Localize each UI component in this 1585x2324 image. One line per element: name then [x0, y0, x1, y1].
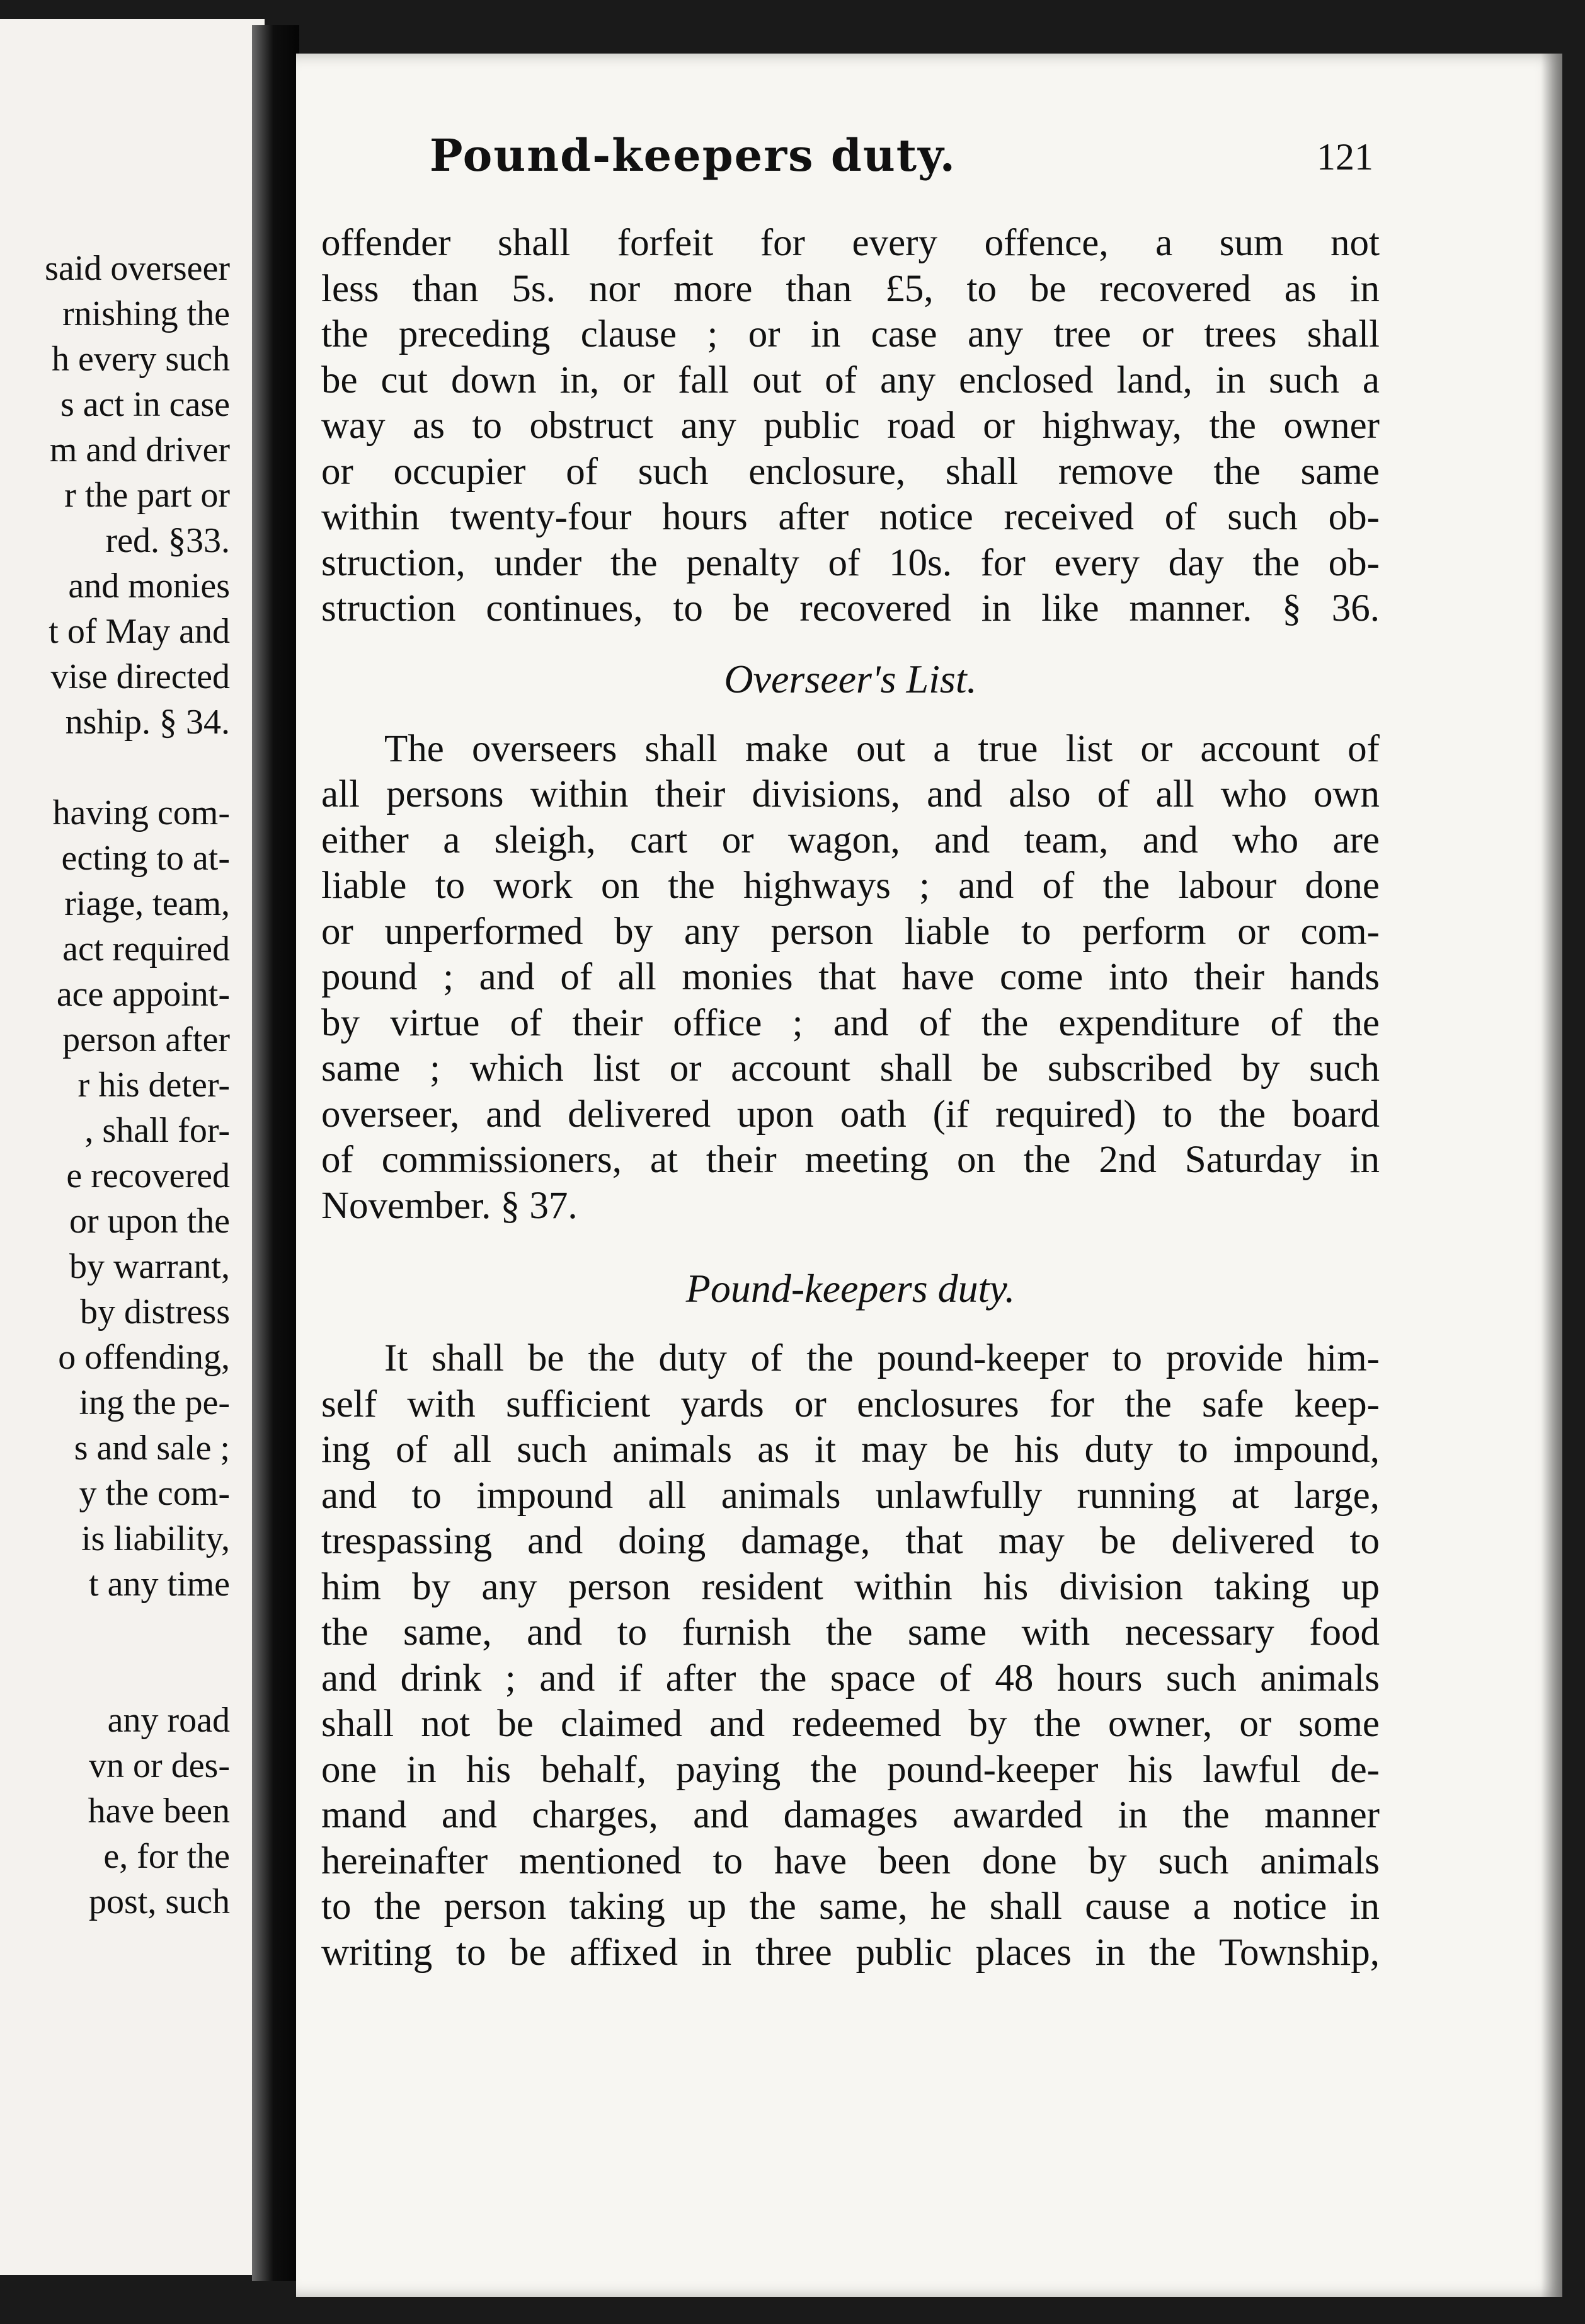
text-line: overseer, and delivered upon oath (if required) to the board [321, 1093, 1380, 1136]
text-line: offender shall forfeit for every offence, a sum not [321, 222, 1380, 264]
text-line: ing of all such animals as it may be his duty to impound, [321, 1429, 1380, 1471]
text-line: either a sleigh, cart or wagon, and team, and who are [321, 819, 1380, 861]
section-heading-pound-keepers-duty: Pound-keepers duty. [685, 1266, 1016, 1311]
left-page-line: vise directed [50, 657, 230, 696]
text-line: pound ; and of all monies that have come into their hands [321, 956, 1380, 998]
text-line: to the person taking up the same, he shall cause a notice in [321, 1885, 1380, 1928]
text-line: way as to obstruct any public road or highway, the owner [321, 405, 1380, 447]
left-page-line: t any time [89, 1565, 230, 1604]
text-line: writing to be affixed in three public places in the Township, [321, 1931, 1380, 1974]
left-page-line: person after [62, 1020, 230, 1059]
left-page-line: s and sale ; [74, 1429, 230, 1468]
left-page-line: t of May and [49, 612, 230, 651]
left-page-line: o offending, [58, 1338, 230, 1377]
section-heading-overseers-list: Overseer's List. [724, 656, 977, 701]
left-page-line: or upon the [69, 1202, 230, 1241]
left-page [0, 19, 265, 2275]
text-line: within twenty-four hours after notice received of such ob- [321, 496, 1380, 538]
text-line: less than 5s. nor more than £5, to be recovered as in [321, 267, 1380, 310]
left-page-line: said overseer [45, 249, 230, 288]
page-number: 121 [1317, 136, 1373, 178]
page-body [321, 221, 1380, 1976]
text-line: same ; which list or account shall be subscribed by such [321, 1047, 1380, 1090]
book-gutter [252, 25, 299, 2281]
text-line: and drink ; and if after the space of 48 hours such animals [321, 1657, 1380, 1700]
text-line: shall not be claimed and redeemed by the owner, or some [321, 1703, 1380, 1745]
left-page-line: act required [62, 929, 230, 969]
text-line: or unperformed by any person liable to perform or com- [321, 910, 1380, 953]
left-page-line: ing the pe- [79, 1383, 230, 1422]
left-page-line: red. §33. [105, 521, 230, 560]
left-page-line: s act in case [60, 385, 230, 424]
text-line: him by any person resident within his division taking up [321, 1565, 1380, 1608]
text-line: trespassing and doing damage, that may be delivered to [321, 1520, 1380, 1562]
text-line: self with sufficient yards or enclosures for the safe keep- [321, 1383, 1380, 1425]
left-page-line: r the part or [64, 476, 230, 515]
left-page-line: ecting to at- [61, 839, 230, 878]
text-line: hereinafter mentioned to have been done by such animals [321, 1839, 1380, 1882]
text-line: the same, and to furnish the same with necessary food [321, 1611, 1380, 1654]
text-line: or occupier of such enclosure, shall remove the same [321, 450, 1380, 493]
left-page-line: have been [88, 1792, 230, 1831]
left-page-line: rnishing the [62, 294, 230, 333]
text-line: It shall be the duty of the pound-keeper to provide him- [384, 1337, 1380, 1379]
text-line: struction, under the penalty of 10s. for every day the ob- [321, 541, 1380, 584]
text-line: liable to work on the highways ; and of the labour done [321, 865, 1380, 907]
left-page-line: by distress [80, 1292, 230, 1332]
left-page-line: and monies [68, 567, 230, 606]
left-page-line: , shall for- [84, 1111, 230, 1150]
paragraph-pound-keepers-duty [321, 1336, 1380, 1976]
text-line: struction continues, to be recovered in like manner. § 36. [321, 587, 1380, 630]
left-page-line: m and driver [49, 430, 230, 469]
left-page-line: r his deter- [77, 1066, 230, 1105]
paragraph-continued [321, 221, 1380, 632]
left-page-line: h every such [51, 340, 230, 379]
text-line: the preceding clause ; or in case any tree or trees shall [321, 313, 1380, 355]
left-page-line: vn or des- [89, 1746, 230, 1785]
left-page-line: riage, team, [64, 884, 230, 923]
left-page-line: by warrant, [69, 1247, 230, 1286]
text-line: of commissioners, at their meeting on the 2nd Saturday in [321, 1139, 1380, 1181]
text-line: and to impound all animals unlawfully running at large, [321, 1474, 1380, 1517]
running-head: Pound-keepers duty. [429, 129, 957, 181]
text-line: be cut down in, or fall out of any enclosed land, in such a [321, 359, 1380, 401]
left-page-line: post, such [89, 1882, 230, 1921]
left-page-line: any road [107, 1701, 230, 1740]
text-line: November. § 37. [321, 1184, 578, 1227]
left-page-line: e, for the [103, 1837, 230, 1876]
text-line: one in his behalf, paying the pound-keeper his lawful de- [321, 1748, 1380, 1791]
paragraph-overseers-list [321, 727, 1380, 1229]
text-line: all persons within their divisions, and also of all who own [321, 773, 1380, 815]
left-page-line: having com- [52, 793, 230, 832]
left-page-line: is liability, [81, 1519, 230, 1558]
left-page-line: nship. § 34. [65, 703, 230, 742]
left-page-line: ace appoint- [56, 975, 230, 1014]
text-line: mand and charges, and damages awarded in the manner [321, 1794, 1380, 1836]
left-page-line: y the com- [79, 1474, 230, 1513]
text-line: The overseers shall make out a true list or account of [384, 727, 1380, 770]
text-line: by virtue of their office ; and of the expenditure of the [321, 1001, 1380, 1044]
left-page-line: e recovered [66, 1156, 230, 1195]
